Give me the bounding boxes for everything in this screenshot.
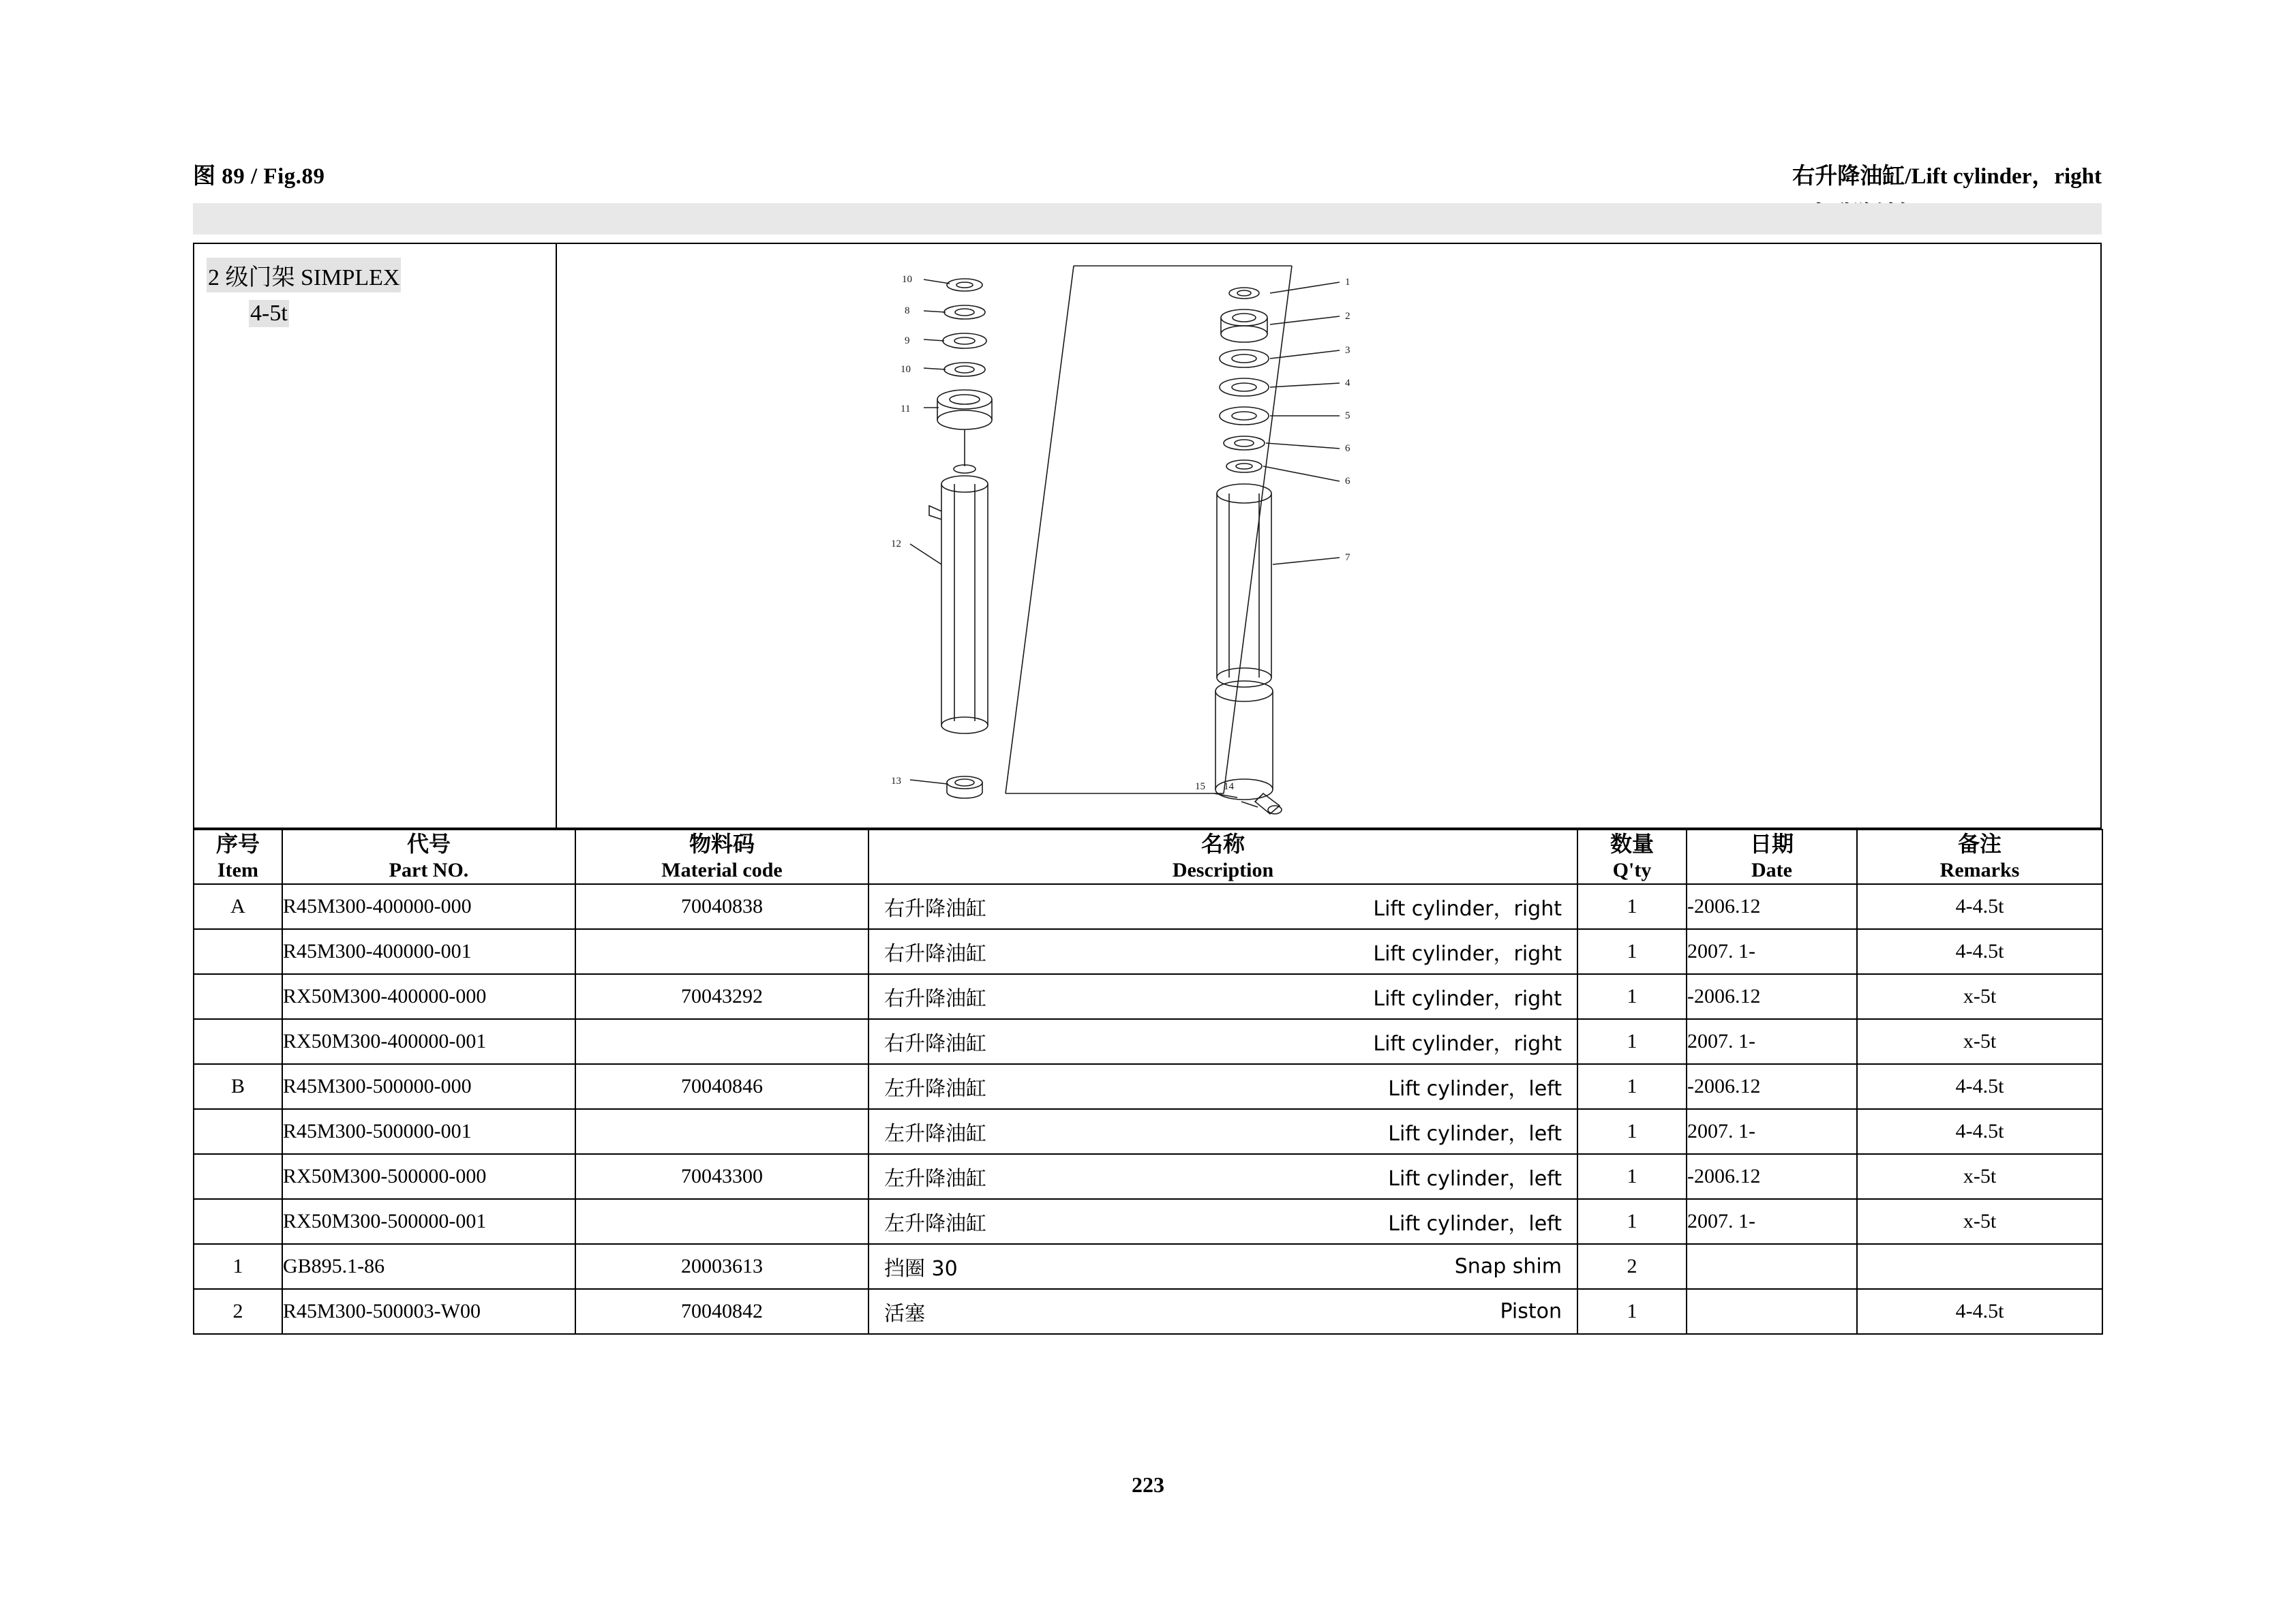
description-cn: 右升降油缸 — [884, 1031, 986, 1056]
column-header-item — [194, 830, 282, 884]
cell-date: 2007. 1- — [1687, 1019, 1857, 1064]
column-header-date-cn: 日期 — [1749, 832, 1794, 856]
column-header-description-cn: 名称 — [1200, 832, 1245, 856]
description-en: Snap shim — [1454, 1254, 1562, 1278]
cell-qty: 1 — [1577, 1064, 1687, 1109]
description-en: Lift cylinder，left — [1388, 1121, 1562, 1146]
description-en: Lift cylinder，right — [1373, 1031, 1562, 1056]
column-header-part-no — [282, 830, 575, 884]
svg-text:9: 9 — [905, 335, 910, 346]
exploded-assembly-drawing — [556, 244, 2102, 828]
cell-part-no: R45M300-500000-001 — [282, 1109, 575, 1154]
cell-item: A — [194, 884, 282, 929]
column-header-date — [1687, 830, 1857, 884]
cell-item: B — [194, 1064, 282, 1109]
cell-item — [194, 1199, 282, 1244]
cell-item — [194, 974, 282, 1019]
cell-qty: 1 — [1577, 1109, 1687, 1154]
cell-material-code — [575, 929, 868, 974]
description-cn: 右升降油缸 — [884, 986, 986, 1011]
cell-description — [868, 1064, 1577, 1109]
column-header-part-no-cn: 代号 — [406, 832, 451, 856]
description-en: Lift cylinder，right — [1373, 941, 1562, 966]
cell-remarks: 4-4.5t — [1857, 929, 2102, 974]
header-highlight-band — [193, 203, 2102, 234]
header-title-right: 右升降油缸/Lift cylinder，right — [1792, 164, 2102, 189]
cell-material-code — [575, 1019, 868, 1064]
description-cn: 挡圈 30 — [884, 1256, 958, 1281]
cell-date: -2006.12 — [1687, 884, 1857, 929]
cell-qty: 1 — [1577, 1199, 1687, 1244]
table-row — [194, 884, 2102, 929]
cell-part-no: R45M300-500000-000 — [282, 1064, 575, 1109]
cell-item — [194, 1154, 282, 1199]
cell-description — [868, 1289, 1577, 1334]
mast-type-label: 2 级门架 SIMPLEX — [207, 258, 401, 292]
svg-text:7: 7 — [1345, 552, 1350, 563]
cell-remarks: x-5t — [1857, 974, 2102, 1019]
column-header-material-code — [575, 830, 868, 884]
column-header-qty — [1577, 830, 1687, 884]
column-header-part-no-en: Part NO. — [389, 859, 469, 881]
column-header-item-en: Item — [217, 859, 258, 881]
cell-qty: 2 — [1577, 1244, 1687, 1289]
description-cn: 右升降油缸 — [884, 941, 986, 966]
parts-table — [193, 829, 2103, 1335]
table-row — [194, 1289, 2102, 1334]
cell-part-no: RX50M300-400000-000 — [282, 974, 575, 1019]
column-header-remarks-cn: 备注 — [1957, 832, 2002, 856]
table-row — [194, 1244, 2102, 1289]
svg-text:12: 12 — [891, 539, 901, 549]
svg-text:15: 15 — [1195, 781, 1205, 792]
table-row — [194, 929, 2102, 974]
cell-description — [868, 884, 1577, 929]
cell-remarks — [1857, 1244, 2102, 1289]
page-number: 223 — [1132, 1472, 1164, 1497]
description-cn: 左升降油缸 — [884, 1211, 986, 1236]
svg-text:2: 2 — [1345, 311, 1350, 322]
cell-part-no: RX50M300-500000-001 — [282, 1199, 575, 1244]
svg-text:10: 10 — [902, 274, 912, 285]
column-header-material-code-cn: 物料码 — [689, 832, 755, 856]
description-en: Lift cylinder，left — [1388, 1076, 1562, 1101]
svg-text:11: 11 — [901, 404, 911, 414]
column-header-description — [868, 830, 1577, 884]
description-en: Piston — [1500, 1299, 1562, 1323]
cell-item — [194, 1109, 282, 1154]
cell-qty: 1 — [1577, 884, 1687, 929]
column-header-material-code-en: Material code — [661, 859, 783, 881]
cell-description — [868, 1244, 1577, 1289]
cell-remarks: x-5t — [1857, 1199, 2102, 1244]
mast-capacity-label: 4-5t — [250, 301, 288, 326]
cell-date — [1687, 1244, 1857, 1289]
cell-description — [868, 1199, 1577, 1244]
table-row — [194, 974, 2102, 1019]
cell-date: 2007. 1- — [1687, 1199, 1857, 1244]
description-en: Lift cylinder，right — [1373, 986, 1562, 1011]
svg-text:6: 6 — [1345, 476, 1350, 487]
cell-remarks: x-5t — [1857, 1154, 2102, 1199]
cell-description — [868, 1109, 1577, 1154]
column-header-item-cn: 序号 — [215, 832, 260, 856]
description-cn: 左升降油缸 — [884, 1121, 986, 1146]
cell-part-no: GB895.1-86 — [282, 1244, 575, 1289]
description-cn: 左升降油缸 — [884, 1076, 986, 1101]
cell-part-no: R45M300-400000-001 — [282, 929, 575, 974]
cell-remarks: 4-4.5t — [1857, 1289, 2102, 1334]
description-cn: 右升降油缸 — [884, 896, 986, 921]
cell-item — [194, 1019, 282, 1064]
table-row — [194, 1064, 2102, 1109]
column-header-date-en: Date — [1751, 859, 1792, 881]
svg-text:5: 5 — [1345, 410, 1350, 421]
cell-description — [868, 929, 1577, 974]
figure-box — [193, 243, 2102, 829]
column-header-remarks — [1857, 830, 2102, 884]
svg-text:3: 3 — [1345, 345, 1350, 356]
cell-description — [868, 1019, 1577, 1064]
description-cn: 左升降油缸 — [884, 1166, 986, 1191]
cell-date: -2006.12 — [1687, 974, 1857, 1019]
cell-part-no: R45M300-500003-W00 — [282, 1289, 575, 1334]
column-header-qty-en: Q'ty — [1612, 859, 1652, 881]
description-cn: 活塞 — [884, 1301, 925, 1326]
description-en: Lift cylinder，right — [1373, 896, 1562, 921]
cell-qty: 1 — [1577, 1289, 1687, 1334]
cell-qty: 1 — [1577, 929, 1687, 974]
cell-material-code — [575, 1109, 868, 1154]
cell-qty: 1 — [1577, 974, 1687, 1019]
description-en: Lift cylinder，left — [1388, 1211, 1562, 1236]
svg-text:8: 8 — [905, 305, 910, 316]
svg-text:10: 10 — [901, 364, 911, 375]
cell-material-code: 70043292 — [575, 974, 868, 1019]
header-band-inner — [193, 203, 2102, 234]
table-header-row — [194, 830, 2102, 884]
cell-remarks: 4-4.5t — [1857, 1109, 2102, 1154]
cell-material-code — [575, 1199, 868, 1244]
cell-material-code: 20003613 — [575, 1244, 868, 1289]
header-row — [193, 158, 2102, 195]
cell-material-code: 70040846 — [575, 1064, 868, 1109]
cell-qty: 1 — [1577, 1154, 1687, 1199]
cell-item: 1 — [194, 1244, 282, 1289]
cell-remarks: 4-4.5t — [1857, 884, 2102, 929]
svg-text:4: 4 — [1345, 378, 1350, 389]
cell-date: 2007. 1- — [1687, 929, 1857, 974]
cell-remarks: x-5t — [1857, 1019, 2102, 1064]
cell-part-no: RX50M300-500000-000 — [282, 1154, 575, 1199]
cell-date — [1687, 1289, 1857, 1334]
cell-date: -2006.12 — [1687, 1064, 1857, 1109]
table-row — [194, 1154, 2102, 1199]
cell-date: -2006.12 — [1687, 1154, 1857, 1199]
cell-material-code: 70040842 — [575, 1289, 868, 1334]
cell-part-no: RX50M300-400000-001 — [282, 1019, 575, 1064]
svg-text:6: 6 — [1345, 443, 1350, 454]
cell-description — [868, 1154, 1577, 1199]
figure-label: 图 89 / Fig.89 — [193, 164, 325, 189]
cell-item — [194, 929, 282, 974]
table-row — [194, 1109, 2102, 1154]
cell-remarks: 4-4.5t — [1857, 1064, 2102, 1109]
svg-text:13: 13 — [891, 776, 901, 787]
column-header-remarks-en: Remarks — [1939, 859, 2020, 881]
cell-part-no: R45M300-400000-000 — [282, 884, 575, 929]
table-row — [194, 1019, 2102, 1064]
table-row — [194, 1199, 2102, 1244]
cell-qty: 1 — [1577, 1019, 1687, 1064]
column-header-description-en: Description — [1172, 859, 1274, 881]
cell-material-code: 70040838 — [575, 884, 868, 929]
description-en: Lift cylinder，left — [1388, 1166, 1562, 1191]
cell-material-code: 70043300 — [575, 1154, 868, 1199]
column-header-qty-cn: 数量 — [1610, 832, 1654, 856]
cell-item: 2 — [194, 1289, 282, 1334]
svg-text:1: 1 — [1345, 277, 1350, 288]
cell-date: 2007. 1- — [1687, 1109, 1857, 1154]
cell-description — [868, 974, 1577, 1019]
svg-text:14: 14 — [1224, 781, 1234, 792]
